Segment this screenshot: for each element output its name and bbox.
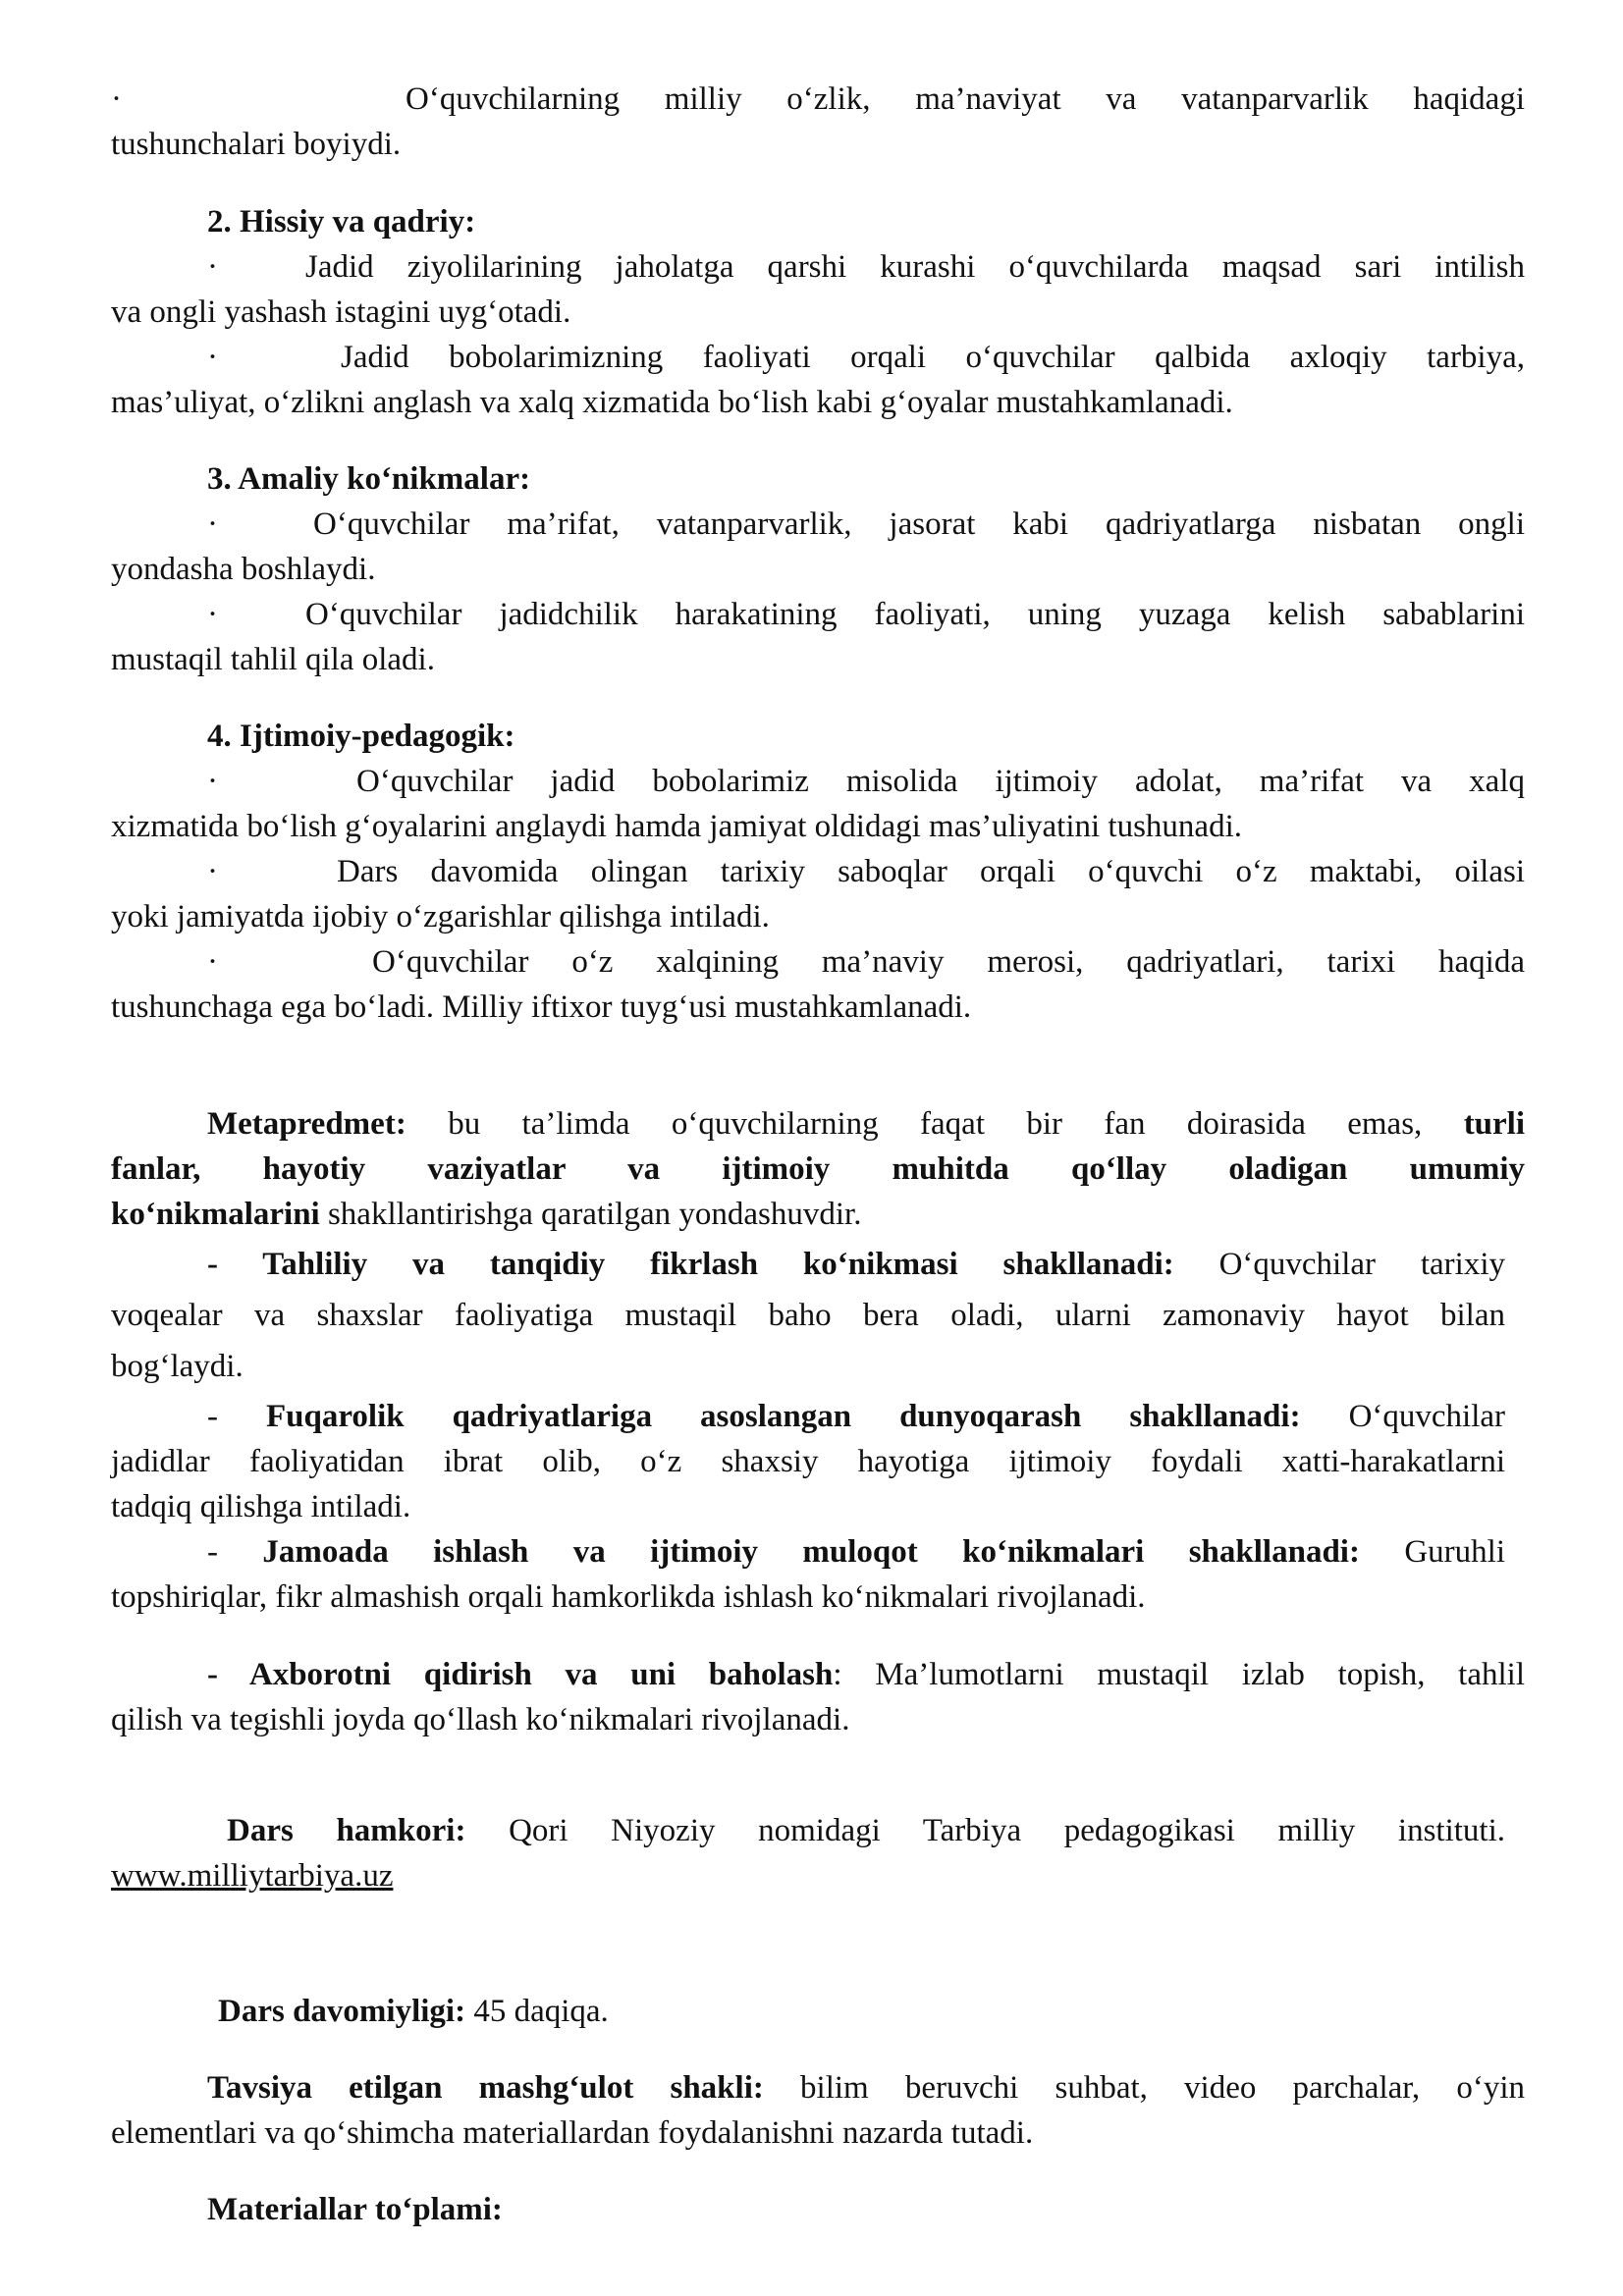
- bullet-item: [111, 849, 1525, 939]
- bullet-text: xizmatida bo‘lish g‘oyalarini anglaydi hamda jamiyat oldidagi mas’uliyatini tushunadi.: [111, 809, 1242, 844]
- skill-item-fuqarolik: - Fuqarolik qadriyatlariga asoslangan dunyoqarash shakllanadi: O‘quvchilar jadidlar faoliyatidan ibrat olib, o‘z shaxsiy hayotiga ijtimoiy foydali xatti-harakatlarni tadqiq qilishga intiladi.: [111, 1399, 1506, 1524]
- bullet-marker: ·: [207, 764, 218, 799]
- bullet-text: O‘quvchilar jadid bobolarimiz misolida ijtimoiy adolat, ma’rifat va xalq: [356, 764, 1525, 799]
- partner-label: Dars hamkori:: [227, 1813, 466, 1848]
- materials-heading: Materiallar to‘plami:: [207, 2192, 503, 2227]
- metapredmet-paragraph: Metapredmet: bu ta’limda o‘quvchilarning faqat bir fan doirasida emas, turli fanlar, hayotiy vaziyatlar va ijtimoiy muhitda qo‘llay oladigan umumiy ko‘nikmalarini shakllantirishga qaratilgan yondashuvdir.: [111, 1106, 1526, 1232]
- bullet-item: [111, 502, 1525, 592]
- bullet-text: Jadid bobolarimizning faoliyati orqali o‘quvchilar qalbida axloqiy tarbiya,: [341, 340, 1525, 375]
- bullet-text: O‘quvchilar jadidchilik harakatining faoliyati, uning yuzaga kelish sabablarini: [305, 597, 1525, 632]
- bullet-item: [111, 244, 1525, 335]
- bullet-marker: ·: [207, 340, 218, 375]
- bullet-text: va ongli yashash istagini uyg‘otadi.: [111, 294, 571, 330]
- bullet-marker: ·: [111, 81, 122, 117]
- bullet-text: mas’uliyat, o‘zlikni anglash va xalq xizmatida bo‘lish kabi g‘oyalar mustahkamlanadi.: [111, 385, 1233, 420]
- bullet-item: [111, 939, 1525, 1030]
- bullet-item: [111, 592, 1525, 682]
- section-heading-hissiy: 2. Hissiy va qadriy:: [207, 204, 476, 240]
- bullet-item: [111, 759, 1525, 849]
- format-paragraph: Tavsiya etilgan mashg‘ulot shakli: bilim beruvchi suhbat, video parchalar, o‘yin elementlari va qo‘shimcha materiallardan foydalanishni nazarda tutadi.: [111, 2070, 1525, 2151]
- bullet-text: O‘quvchilar ma’rifat, vatanparvarlik, jasorat kabi qadriyatlarga nisbatan ongli: [313, 507, 1525, 542]
- bullet-marker: ·: [207, 507, 218, 542]
- bullet-text: Jadid ziyolilarining jaholatga qarshi kurashi o‘quvchilarda maqsad sari intilish: [305, 249, 1525, 285]
- section-heading-ijtimoiy: 4. Ijtimoiy-pedagogik:: [207, 719, 515, 754]
- bullet-marker: ·: [207, 944, 218, 980]
- bullet-text: mustaqil tahlil qila oladi.: [111, 642, 435, 677]
- bullet-marker: ·: [207, 597, 218, 632]
- bullet-text: yondasha boshlaydi.: [111, 552, 376, 587]
- skill-item-jamoada: - Jamoada ishlash va ijtimoiy muloqot ko‘nikmalari shakllanadi: Guruhli topshiriqlar, fikr almashish orqali hamkorlikda ishlash ko‘nikmalari rivojlanadi.: [111, 1534, 1505, 1615]
- bullet-text: Dars davomida olingan tarixiy saboqlar orqali o‘quvchi o‘z maktabi, oilasi: [337, 854, 1525, 889]
- bullet-text: tushunchalari boyiydi.: [111, 127, 402, 162]
- bullet-marker: ·: [207, 249, 218, 285]
- section-heading-amaliy: 3. Amaliy ko‘nikmalar:: [207, 461, 531, 497]
- partner-website-link[interactable]: www.milliytarbiya.uz: [111, 1858, 394, 1894]
- skill-item-axborot: - Axborotni qidirish va uni baholash: Ma’lumotlarni mustaqil izlab topish, tahlil qilish va tegishli joyda qo‘llash ko‘nikmalari rivojlanadi.: [111, 1657, 1525, 1737]
- duration-line: Dars davomiyligi: 45 daqiqa.: [218, 1994, 609, 2029]
- bullet-item: [111, 77, 1525, 167]
- bullet-text: O‘quvchilarning milliy o‘zlik, ma’naviyat va vatanparvarlik haqidagi: [406, 81, 1525, 117]
- bullet-text: tushunchaga ega bo‘ladi. Milliy iftixor tuyg‘usi mustahkamlanadi.: [111, 989, 972, 1025]
- skill-item-tahliliy: - Tahliliy va tanqidiy fikrlash ko‘nikmasi shakllanadi: O‘quvchilar tarixiy voqealar va shaxslar faoliyatiga mustaqil baho bera oladi, ularni zamonaviy hayot bilan bog‘laydi.: [111, 1247, 1505, 1384]
- bullet-text: O‘quvchilar o‘z xalqining ma’naviy merosi, qadriyatlari, tarixi haqida: [372, 944, 1525, 980]
- format-label: Tavsiya etilgan mashg‘ulot shakli:: [207, 2070, 764, 2106]
- bullet-text: yoki jamiyatda ijobiy o‘zgarishlar qilishga intiladi.: [111, 899, 770, 934]
- duration-label: Dars davomiyligi:: [218, 1994, 466, 2029]
- bullet-marker: ·: [207, 854, 218, 889]
- bullet-item: [111, 335, 1525, 425]
- partner-paragraph: Dars hamkori: Qori Niyoziy nomidagi Tarbiya pedagogikasi milliy instituti. www.milliytarbiya.uz: [111, 1813, 1506, 1894]
- metapredmet-label: Metapredmet:: [207, 1106, 406, 1142]
